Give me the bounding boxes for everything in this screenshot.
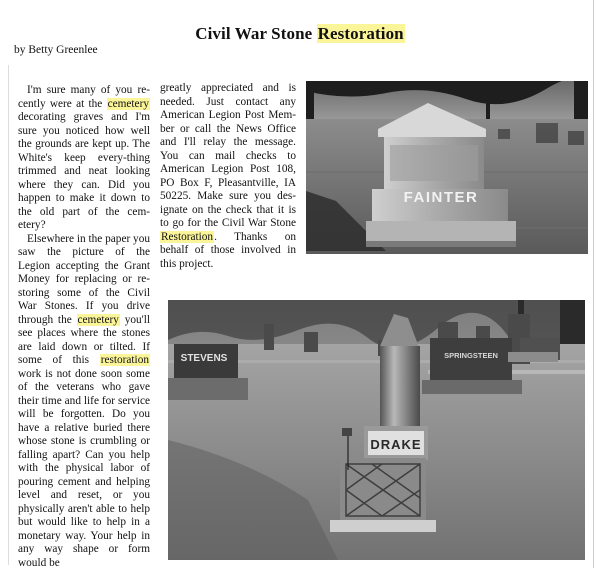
highlight-restoration: restoration [100,354,150,366]
byline: by Betty Greenlee [14,44,98,56]
headline-highlight: Restoration [317,24,405,43]
photo-drake-image [168,300,585,560]
paragraph-2: Elsewhere in the paper you saw the picture of the Legion accepting the Grant Money for replacing or re-storing some of the Civil War Stones. If you drive through the cemetery you'll see places where the stones are laid down or tilted. If some of this restoration work is not done soon some of the veterans who gave their time and life for service will be forgotten. Do you have a relative buried there whose stone is crumbling or falling apart? Can you help with the physical labor of pouring cement and helping level and reset, or you physically aren't able to help but would like to help in a monetary way. Your help in any way shape or form would be [18,233,150,570]
paragraph-3: greatly appreciated and is needed. Just contact any American Legion Post Mem-ber or call the News Office and I'll relay the message. You can mail checks to American Legion Post 108, PO Box F, Pleasantville, IA 50225. Make sure you des-ignate on the check that it is to go for the Civil War Stone Restoration. Thanks on behalf of those involved in this project. [160,82,296,271]
article-column-1 [18,84,150,570]
highlight-restoration: Restoration [160,231,214,243]
page-edge [593,0,594,568]
highlight-cemetery: cemetery [107,98,150,110]
article-column-2 [160,82,296,271]
stone-inscription-drake: DRAKE [370,437,421,452]
stone-inscription-stevens: STEVENS [181,353,228,364]
stone-inscription-springsteen: SPRINGSTEEN [444,351,498,360]
photo-fainter-headstone [306,81,588,254]
highlight-cemetery: cemetery [77,314,120,326]
column-rule [8,65,9,565]
article-headline: Civil War Stone Restoration [0,24,600,44]
photo-drake-monument [168,300,585,560]
photo-fainter-image [306,81,588,254]
stone-inscription-fainter: FAINTER [404,189,479,206]
paragraph-1: I'm sure many of you re-cently were at the cemetery decorating graves and I'm sure you noticed how well the grounds are kept up. The White's keep every-thing trimmed and neat looking where they can. Did you happen to make it down to the old part of the cem-etery? [18,84,150,233]
